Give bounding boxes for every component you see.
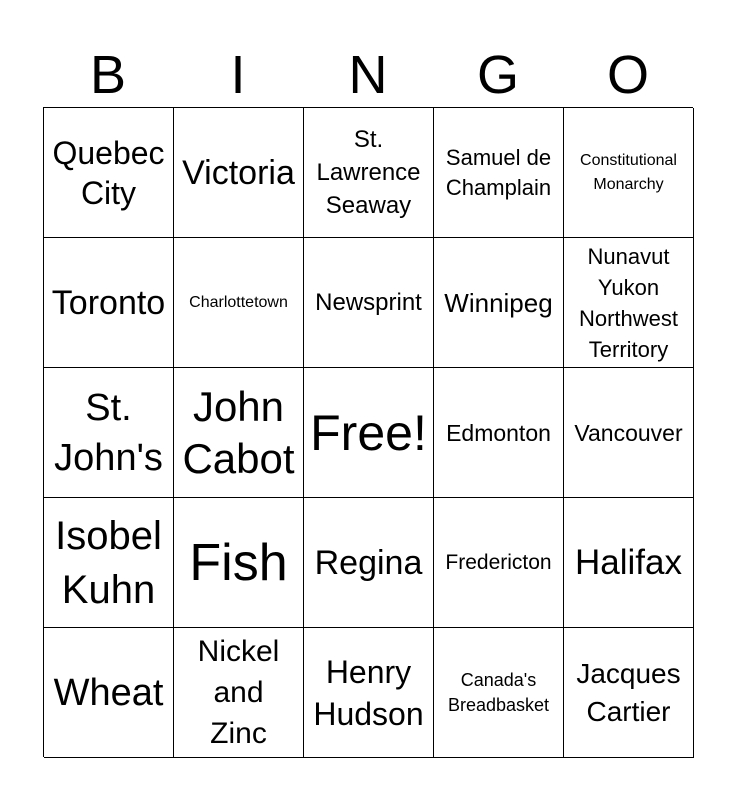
header-letter-i: I — [230, 45, 246, 105]
bingo-cell-r4c5[interactable] — [564, 498, 694, 628]
cell-text: Fredericton — [445, 550, 552, 574]
cell-text: Wheat — [53, 671, 164, 714]
header-letter-o: O — [606, 45, 649, 105]
bingo-cell-r4c4[interactable] — [434, 498, 564, 628]
cell-text: Regina — [314, 543, 423, 582]
bingo-cell-r5c5[interactable] — [564, 628, 694, 758]
header-letter-g: G — [476, 45, 519, 105]
cell-text: John Cabot — [182, 382, 295, 482]
bingo-cell-r3c3 free-space[interactable] — [304, 368, 434, 498]
bingo-cell-r3c2[interactable] — [174, 368, 304, 498]
bingo-cell-r2c5[interactable] — [564, 238, 694, 368]
cell-text: St. Lawrence Seaway — [316, 126, 421, 219]
bingo-cell-r3c5[interactable] — [564, 368, 694, 498]
bingo-cell-r2c3[interactable] — [304, 238, 434, 368]
cell-text: Quebec City — [52, 134, 165, 211]
cell-text: Nickel and Zinc — [197, 635, 280, 750]
header-letter-b: B — [89, 45, 127, 105]
bingo-cell-r4c1[interactable] — [44, 498, 174, 628]
cell-text: Charlottetown — [189, 293, 288, 311]
cell-text: Newsprint — [315, 288, 422, 316]
cell-text: Nunavut Yukon Northwest Territory — [578, 243, 679, 362]
bingo-header — [43, 44, 693, 106]
bingo-cell-r5c4[interactable] — [434, 628, 564, 758]
cell-text: St. John's — [54, 386, 163, 479]
header-letter-n: N — [348, 45, 388, 105]
cell-text: Isobel Kuhn — [55, 513, 162, 612]
bingo-cell-r1c3[interactable] — [304, 108, 434, 238]
cell-text: Fish — [189, 533, 288, 592]
cell-text: Canada's Breadbasket — [447, 669, 550, 715]
cell-text: Vancouver — [574, 419, 683, 446]
bingo-cell-r3c4[interactable] — [434, 368, 564, 498]
cell-text: Toronto — [51, 283, 166, 322]
bingo-cell-r1c4[interactable] — [434, 108, 564, 238]
bingo-cell-r3c1[interactable] — [44, 368, 174, 498]
bingo-cell-r5c1[interactable] — [44, 628, 174, 758]
bingo-cell-r1c2[interactable] — [174, 108, 304, 238]
cell-text: Winnipeg — [444, 287, 553, 318]
bingo-cell-r5c3[interactable] — [304, 628, 434, 758]
cell-text: Henry Hudson — [313, 653, 424, 732]
cell-text: Edmonton — [446, 419, 551, 446]
bingo-cell-r4c2[interactable] — [174, 498, 304, 628]
bingo-cell-r5c2[interactable] — [174, 628, 304, 758]
bingo-cell-r2c4[interactable] — [434, 238, 564, 368]
bingo-cell-r1c5[interactable] — [564, 108, 694, 238]
bingo-cell-r4c3[interactable] — [304, 498, 434, 628]
cell-text: Victoria — [182, 153, 295, 192]
cell-text: Constitutional Monarchy — [580, 151, 677, 193]
bingo-cell-r1c1[interactable] — [44, 108, 174, 238]
bingo-cell-r2c2[interactable] — [174, 238, 304, 368]
cell-text: Samuel de Champlain — [445, 144, 552, 200]
free-space-text: Free! — [310, 404, 427, 461]
bingo-board — [43, 107, 693, 757]
cell-text: Halifax — [575, 542, 682, 582]
cell-text: Jacques Cartier — [576, 657, 681, 727]
bingo-cell-r2c1[interactable] — [44, 238, 174, 368]
